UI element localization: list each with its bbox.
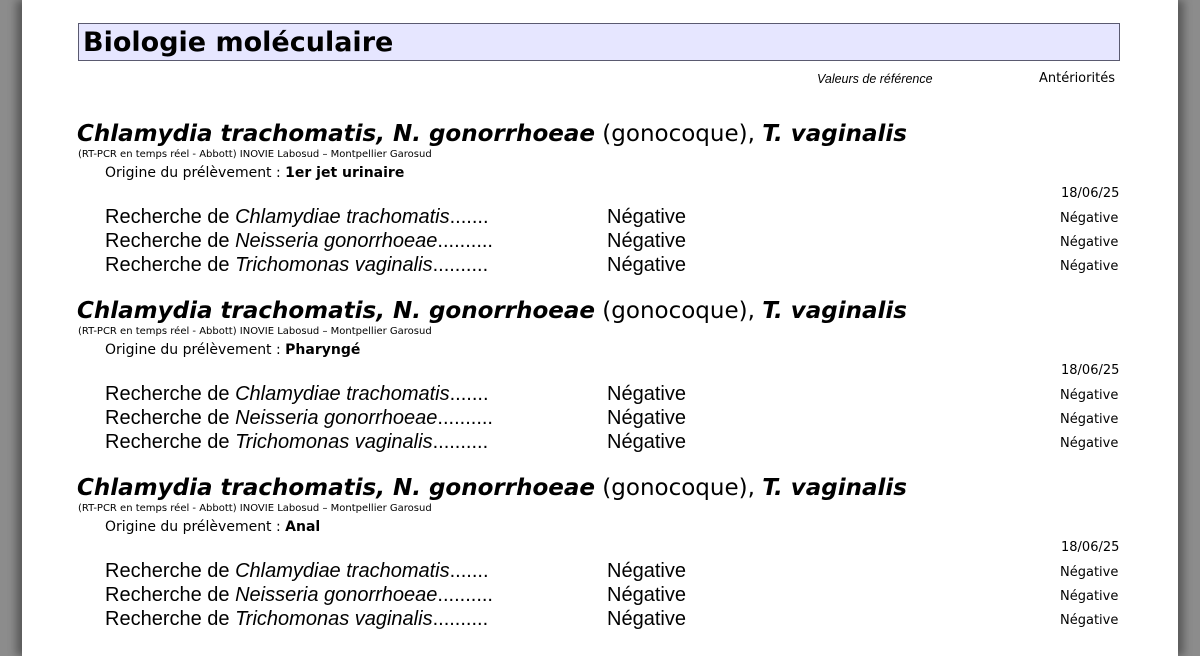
test-prefix: Recherche de xyxy=(105,584,236,606)
test-label xyxy=(105,206,489,229)
analysis-title-trichomonas: T. vaginalis xyxy=(762,121,907,147)
test-result: Négative xyxy=(607,230,686,252)
analysis-title xyxy=(77,120,907,148)
test-row xyxy=(22,560,1178,584)
sample-origin-value: 1er jet urinaire xyxy=(285,165,405,181)
analysis-title-organisms: Chlamydia trachomatis, N. gonorrhoeae xyxy=(77,121,595,147)
test-prefix: Recherche de xyxy=(105,206,236,228)
test-dots: ....... xyxy=(449,383,489,405)
analysis-block xyxy=(22,120,1178,280)
test-previous-result: Négative xyxy=(1060,565,1119,580)
analysis-method: (RT-PCR en temps réel - Abbott) INOVIE Labosud – Montpellier Garosud xyxy=(78,503,432,514)
test-label xyxy=(105,383,489,406)
analysis-method: (RT-PCR en temps réel - Abbott) INOVIE Labosud – Montpellier Garosud xyxy=(78,149,432,160)
sample-origin xyxy=(105,519,320,535)
test-organism: Neisseria gonorrhoeae xyxy=(235,584,438,606)
test-label xyxy=(105,230,493,253)
analysis-title xyxy=(77,297,907,325)
test-result: Négative xyxy=(607,206,686,228)
test-label xyxy=(105,431,488,454)
test-label xyxy=(105,584,493,607)
test-previous-result: Négative xyxy=(1060,211,1119,226)
test-organism: Neisseria gonorrhoeae xyxy=(235,230,438,252)
test-dots: .......... xyxy=(437,230,493,252)
analysis-block xyxy=(22,297,1178,457)
test-row xyxy=(22,584,1178,608)
test-previous-result: Négative xyxy=(1060,436,1119,451)
analysis-title-trichomonas: T. vaginalis xyxy=(762,298,907,324)
test-previous-result: Négative xyxy=(1060,412,1119,427)
test-dots: .......... xyxy=(432,608,489,630)
test-prefix: Recherche de xyxy=(105,383,236,405)
previous-date: 18/06/25 xyxy=(1061,540,1120,555)
test-result: Négative xyxy=(607,608,686,630)
sample-origin xyxy=(105,342,360,358)
test-dots: .......... xyxy=(432,254,489,276)
test-previous-result: Négative xyxy=(1060,388,1119,403)
test-result: Négative xyxy=(607,431,686,453)
test-organism: Chlamydiae trachomatis xyxy=(235,560,450,582)
test-row xyxy=(22,206,1178,230)
previous-results-header: Antériorités xyxy=(1039,71,1115,86)
analysis-title-gonocoque: (gonocoque), xyxy=(594,475,763,501)
test-prefix: Recherche de xyxy=(105,230,236,252)
test-result: Négative xyxy=(607,254,686,276)
test-label xyxy=(105,608,488,631)
sample-origin-label: Origine du prélèvement : xyxy=(105,519,286,535)
test-row xyxy=(22,230,1178,254)
analysis-title-trichomonas: T. vaginalis xyxy=(762,475,907,501)
test-row xyxy=(22,383,1178,407)
analysis-block xyxy=(22,474,1178,634)
sample-origin-label: Origine du prélèvement : xyxy=(105,342,286,358)
test-result: Négative xyxy=(607,383,686,405)
test-result: Négative xyxy=(607,584,686,606)
test-prefix: Recherche de xyxy=(105,254,236,276)
test-prefix: Recherche de xyxy=(105,431,236,453)
test-organism: Trichomonas vaginalis xyxy=(235,431,433,453)
sample-origin-value: Anal xyxy=(285,519,321,535)
test-label xyxy=(105,407,493,430)
analysis-title xyxy=(77,474,907,502)
test-previous-result: Négative xyxy=(1060,259,1119,274)
sample-origin-value: Pharyngé xyxy=(285,342,361,358)
test-organism: Chlamydiae trachomatis xyxy=(235,383,450,405)
test-prefix: Recherche de xyxy=(105,608,236,630)
test-prefix: Recherche de xyxy=(105,407,236,429)
test-dots: .......... xyxy=(437,584,493,606)
test-result: Négative xyxy=(607,407,686,429)
test-row xyxy=(22,254,1178,278)
test-organism: Trichomonas vaginalis xyxy=(235,254,433,276)
test-organism: Chlamydiae trachomatis xyxy=(235,206,450,228)
test-prefix: Recherche de xyxy=(105,560,236,582)
test-label xyxy=(105,560,489,583)
test-organism: Neisseria gonorrhoeae xyxy=(235,407,438,429)
test-row xyxy=(22,407,1178,431)
test-result: Négative xyxy=(607,560,686,582)
test-dots: .......... xyxy=(432,431,489,453)
test-dots: .......... xyxy=(437,407,493,429)
test-row xyxy=(22,608,1178,632)
analysis-title-gonocoque: (gonocoque), xyxy=(594,298,763,324)
test-previous-result: Négative xyxy=(1060,589,1119,604)
test-organism: Trichomonas vaginalis xyxy=(235,608,433,630)
analysis-title-organisms: Chlamydia trachomatis, N. gonorrhoeae xyxy=(77,298,595,324)
test-dots: ....... xyxy=(449,206,489,228)
test-previous-result: Négative xyxy=(1060,235,1119,250)
test-row xyxy=(22,431,1178,455)
report-page xyxy=(22,0,1178,656)
test-previous-result: Négative xyxy=(1060,613,1119,628)
analysis-title-organisms: Chlamydia trachomatis, N. gonorrhoeae xyxy=(77,475,595,501)
sample-origin xyxy=(105,165,404,181)
sample-origin-label: Origine du prélèvement : xyxy=(105,165,286,181)
analysis-method: (RT-PCR en temps réel - Abbott) INOVIE Labosud – Montpellier Garosud xyxy=(78,326,432,337)
previous-date: 18/06/25 xyxy=(1061,186,1120,201)
test-label xyxy=(105,254,488,277)
section-title: Biologie moléculaire xyxy=(78,23,1120,61)
analysis-title-gonocoque: (gonocoque), xyxy=(594,121,763,147)
previous-date: 18/06/25 xyxy=(1061,363,1120,378)
test-dots: ....... xyxy=(449,560,489,582)
reference-values-header: Valeurs de référence xyxy=(817,72,933,86)
